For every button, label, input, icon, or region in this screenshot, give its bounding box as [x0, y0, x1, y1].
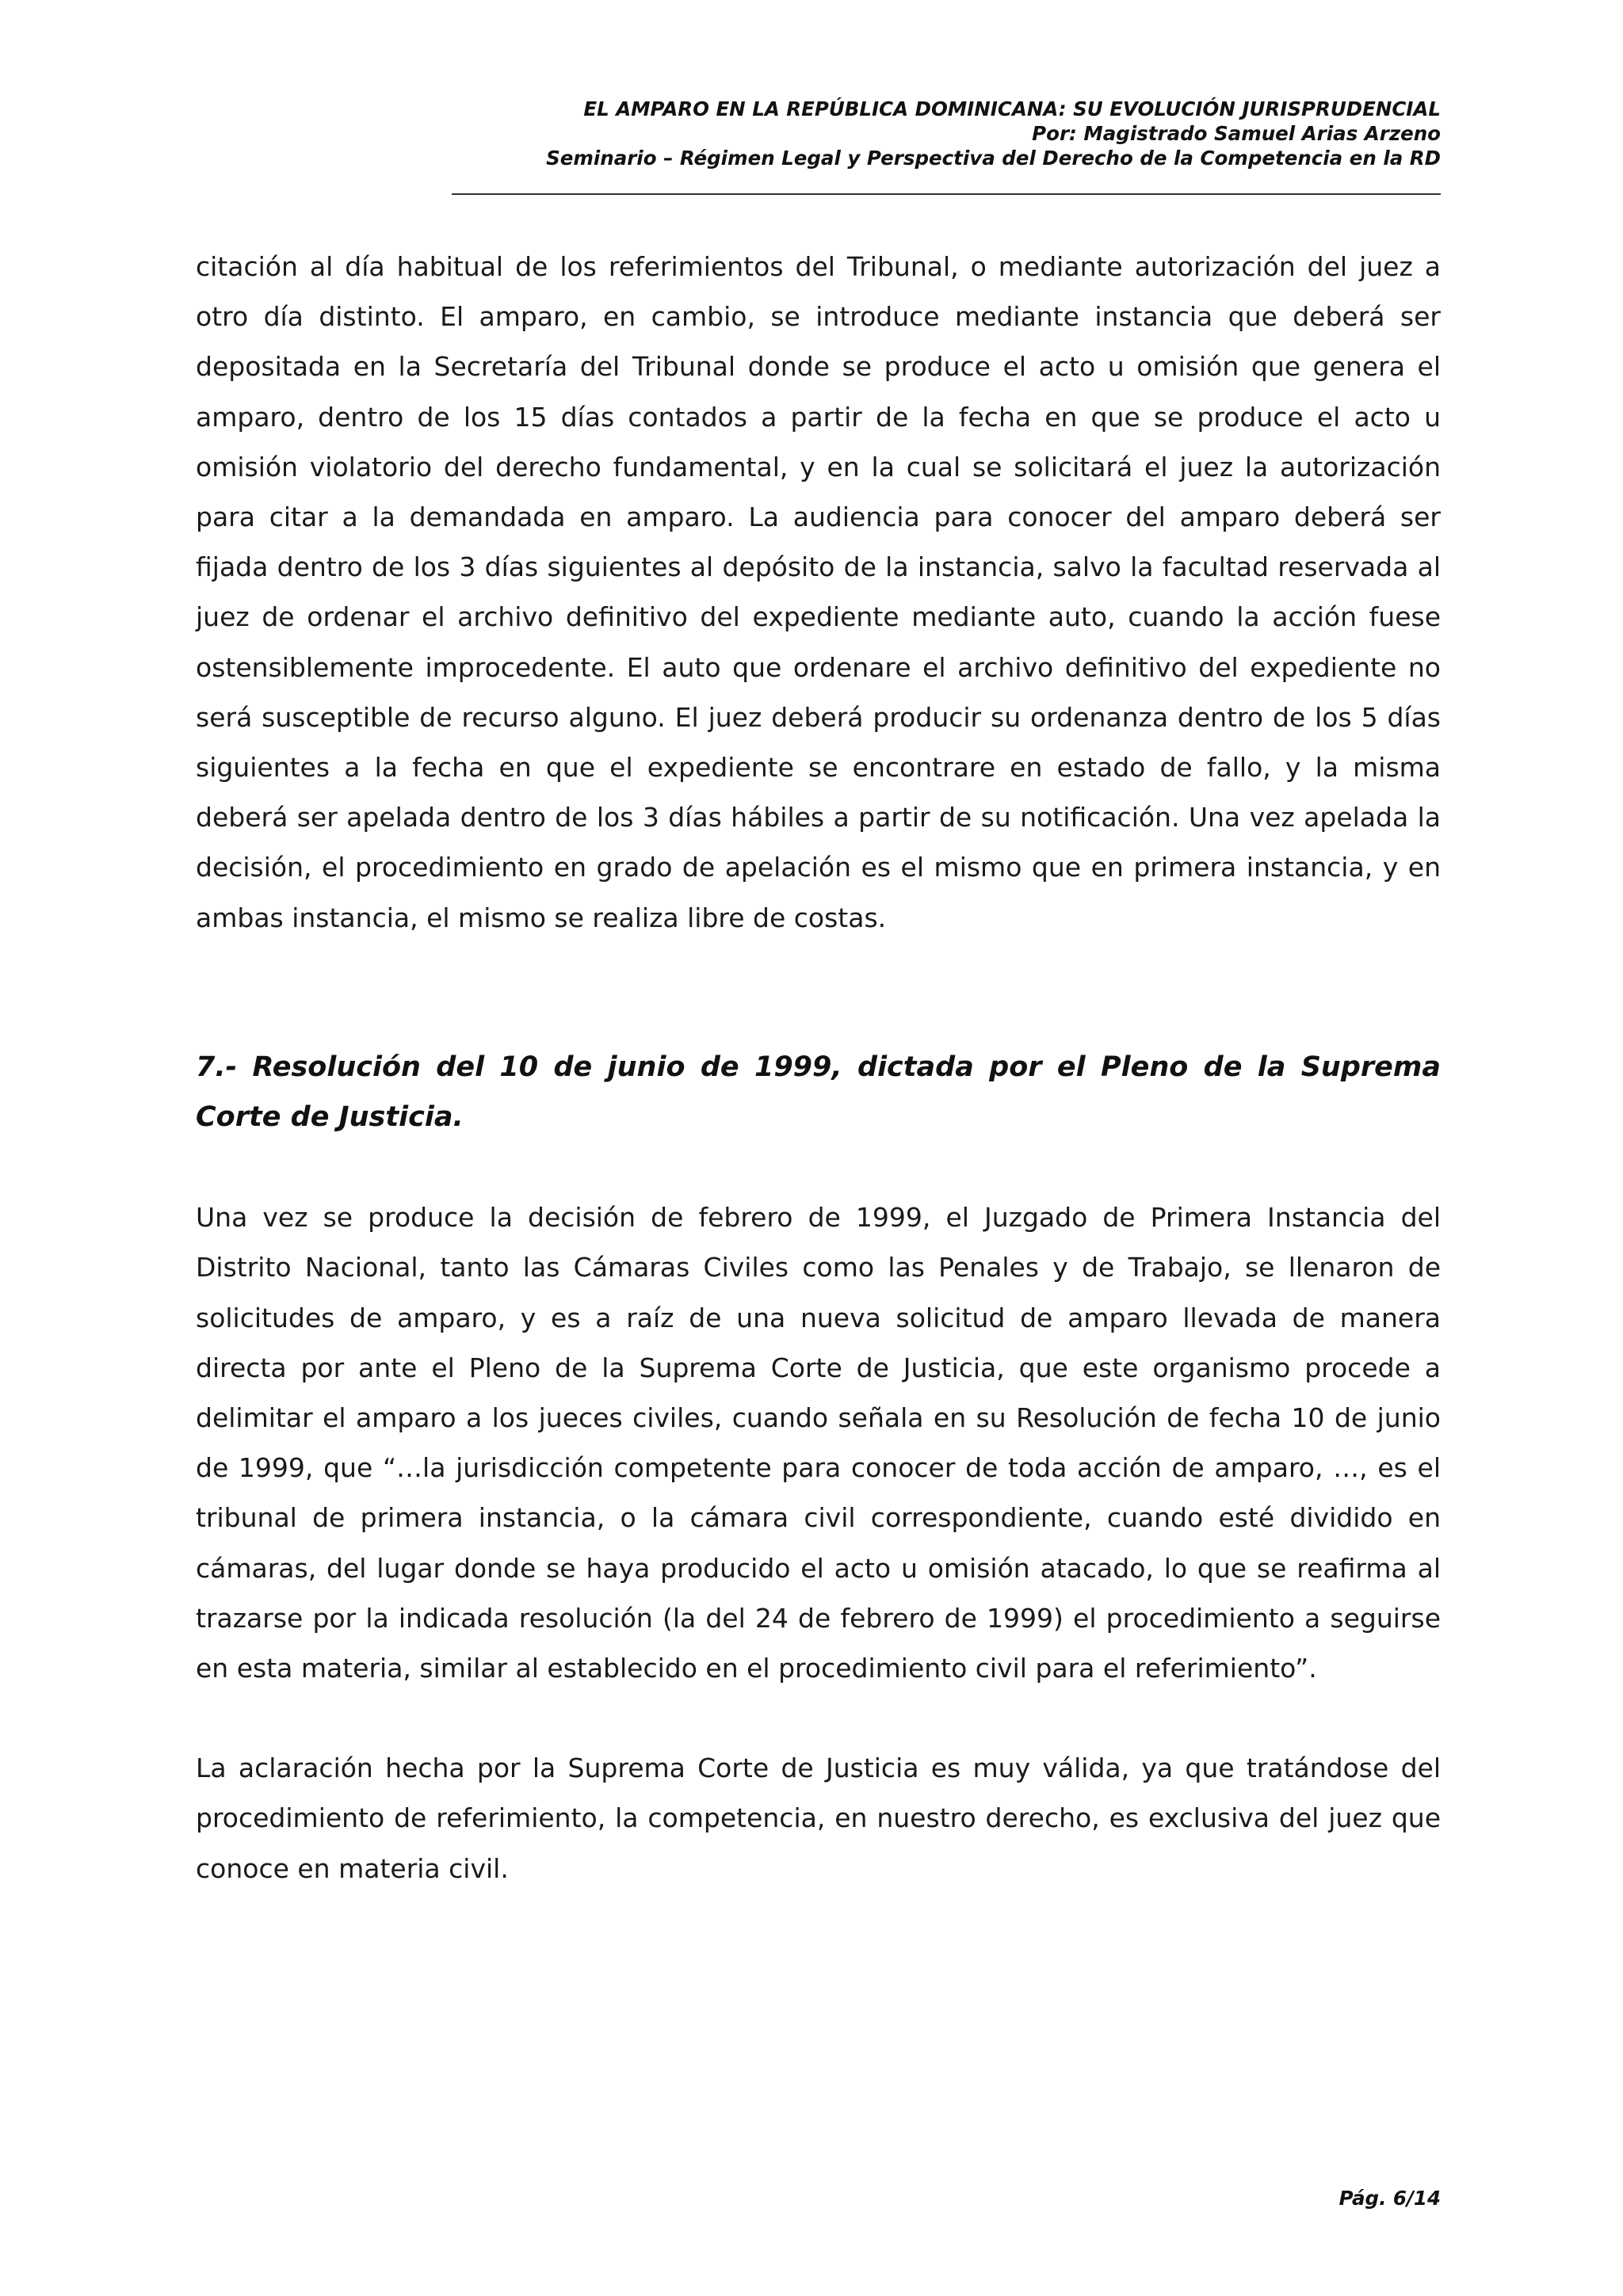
- page-number: Pág. 6/14: [1338, 2187, 1441, 2210]
- header-author: Por: Magistrado Samuel Arias Arzeno: [1032, 122, 1441, 145]
- paragraph-resolution: Una vez se produce la decisión de febrero de 1999, el Juzgado de Primera Instancia del Distrito Nacional, tanto las Cámaras Civiles como las Penales y de Trabajo, se llenaron de solicitudes de amparo, y es a raíz de una nueva solicitud de amparo llevada de manera directa por ante el Pleno de la Suprema Corte de Justicia, que este organismo procede a delimitar el amparo a los jueces civiles, cuando señala en su Resolución de fecha 10 de junio de 1999, que “…la jurisdicción competente para conocer de toda acción de amparo, …, es el tribunal de primera instancia, o la cámara civil correspondiente, cuando esté dividido en cámaras, del lugar donde se haya producido el acto u omisión atacado, lo que se reafirma al trazarse por la indicada resolución (la del 24 de febrero de 1999) el procedimiento a seguirse en esta materia, similar al establecido en el procedimiento civil para el referimiento”.: [196, 1202, 1441, 1684]
- header-seminar: Seminario – Régimen Legal y Perspectiva del Derecho de la Competencia en la RD: [546, 147, 1441, 170]
- paragraph-continuation: citación al día habitual de los referimientos del Tribunal, o mediante autorización del juez a otro día distinto. El amparo, en cambio, se introduce mediante instancia que deberá ser depositada en la Secretaría del Tribunal donde se produce el acto u omisión que genera el amparo, dentro de los 15 días contados a partir de la fecha en que se produce el acto u omisión violatorio del derecho fundamental, y en la cual se solicitará el juez la autorización para citar a la demandada en amparo. La audiencia para conocer del amparo deberá ser fijada dentro de los 3 días siguientes al depósito de la instancia, salvo la facultad reservada al juez de ordenar el archivo definitivo del expediente mediante auto, cuando la acción fuese ostensiblemente improcedente. El auto que ordenare el archivo definitivo del expediente no será susceptible de recurso alguno. El juez deberá producir su ordenanza dentro de los 5 días siguientes a la fecha en que el expediente se encontrare en estado de fallo, y la misma deberá ser apelada dentro de los 3 días hábiles a partir de su notificación. Una vez apelada la decisión, el procedimiento en grado de apelación es el mismo que en primera instancia, y en ambas instancia, el mismo se realiza libre de costas.: [196, 251, 1441, 933]
- paragraph-conclusion: La aclaración hecha por la Suprema Corte de Justicia es muy válida, ya que tratándose del procedimiento de referimiento, la competencia, en nuestro derecho, es exclusiva del juez que conoce en materia civil.: [196, 1753, 1441, 1884]
- section-heading: 7.- Resolución del 10 de junio de 1999, dictada por el Pleno de la Suprema Corte de Justicia.: [196, 1051, 1441, 1134]
- document-body: [196, 242, 1441, 1894]
- header-divider: [452, 193, 1441, 195]
- header-title: EL AMPARO EN LA REPÚBLICA DOMINICANA: SU EVOLUCIÓN JURISPRUDENCIAL: [583, 97, 1441, 120]
- running-header: [452, 97, 1441, 170]
